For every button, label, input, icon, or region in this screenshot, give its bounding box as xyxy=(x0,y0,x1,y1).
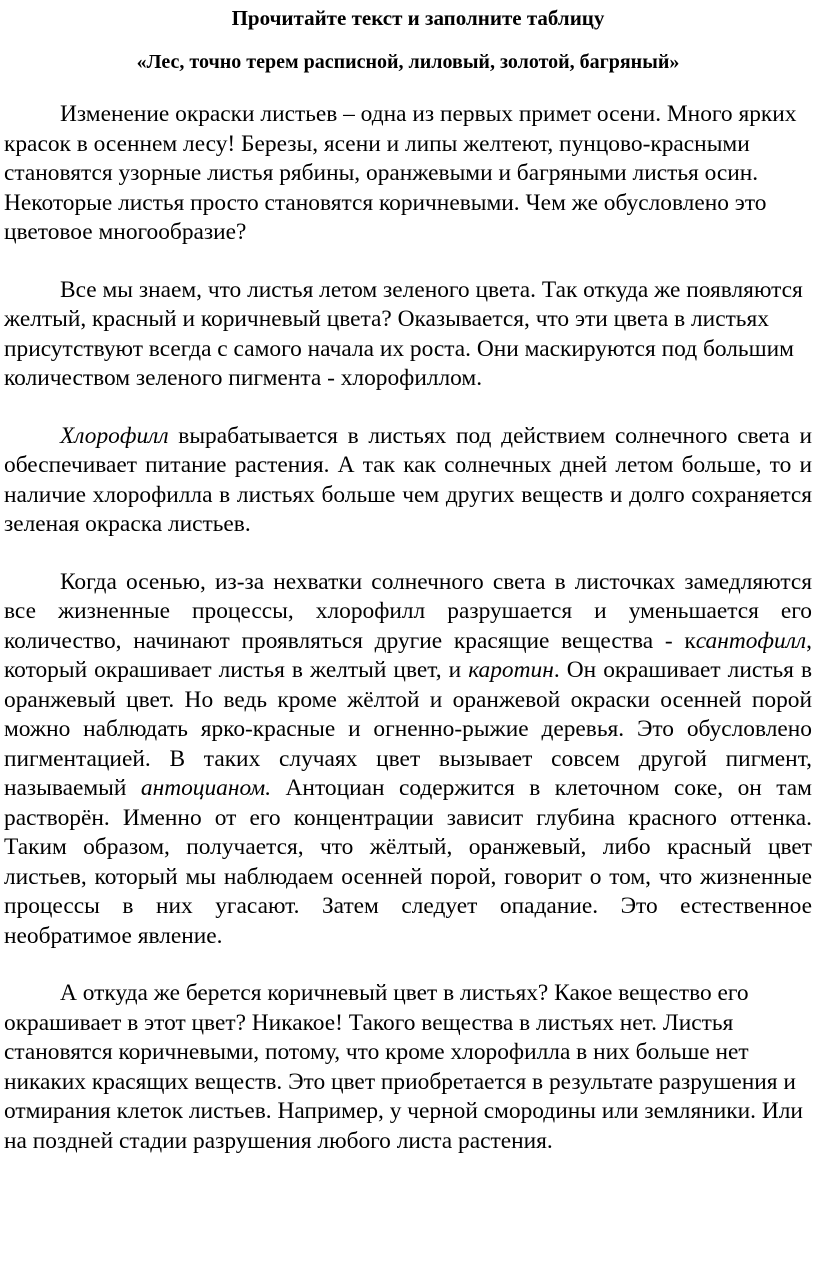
paragraph-1-text: Изменение окраски листьев – одна из первых примет осени. Много ярких красок в осеннем лесу! Березы, ясени и липы желтеют, пунцово-красными становятся узорные листья рябины, оранжевыми и багряными листья осин. Некоторые листья просто становятся коричневыми. Чем же обусловлено это цветовое многообразие? xyxy=(4,101,797,245)
document-title: Прочитайте текст и заполните таблицу xyxy=(231,6,605,30)
paragraph-4-part-2: , который окрашивает листья в желтый цвет, и xyxy=(4,627,812,683)
paragraph-4-part-4: Антоциан содержится в клеточном соке, он там растворён. Именно от его концентрации зависит глубина красного оттенка. Таким образом, получается, что жёлтый, оранжевый, либо красный цвет листьев, который мы наблюдаем осенней порой, говорит о том, что жизненные процессы в них угасают. Затем следует опадание. Это естественное необратимое явление. xyxy=(4,775,812,949)
paragraph-1 xyxy=(4,100,812,248)
paragraph-5-text: А откуда же берется коричневый цвет в листьях? Какое вещество его окрашивает в этот цвет? Никакое! Такого вещества в листьях нет. Листья становятся коричневыми, потому, что кроме хлорофилла в них больше нет никаких красящих веществ. Это цвет приобретается в результате разрушения и отмирания клеток листьев. Например, у черной смородины или земляники. Или на поздней стадии разрушения любого листа растения. xyxy=(4,980,803,1154)
paragraph-2 xyxy=(4,276,812,394)
paragraph-5 xyxy=(4,979,812,1156)
paragraph-4-part-1: Когда осенью, из-за нехватки солнечного света в листочках замедляются все жизненные процессы, хлорофилл разрушается и уменьшается его количество, начинают проявляться другие красящие вещества - к xyxy=(4,568,812,654)
paragraph-3 xyxy=(4,422,812,540)
paragraph-2-text: Все мы знаем, что листья летом зеленого цвета. Так откуда же появляются желтый, красный и коричневый цвета? Оказывается, что эти цвета в листьях присутствуют всегда с самого начала их роста. Они маскируются под большим количеством зеленого пигмента - хлорофиллом. xyxy=(4,276,803,391)
term-anthocyanin: антоцианом. xyxy=(140,775,272,801)
term-carotene: каротин xyxy=(468,657,554,683)
paragraph-4-part-3: . Он окрашивает листья в оранжевый цвет. Но ведь кроме жёлтой и оранжевой окраски осенней порой можно наблюдать ярко-красные и огненно-рыжие деревья. Это обусловлено пигментацией. В таких случаях цвет вызывает совсем другой пигмент, называемый xyxy=(4,657,812,801)
term-chlorophyll: Хлорофилл xyxy=(60,422,169,449)
document-subtitle: «Лес, точно терем расписной, лиловый, золотой, багряный» xyxy=(136,51,680,73)
term-xanthophyll: сантофилл xyxy=(695,627,807,654)
paragraph-4 xyxy=(4,568,812,952)
paragraph-3-text: вырабатывается в листьях под действием солнечного света и обеспечивает питание растения. А так как солнечных дней летом больше, то и наличие хлорофилла в листьях больше чем других веществ и долго сохраняется зеленая окраска листьев. xyxy=(4,422,812,537)
